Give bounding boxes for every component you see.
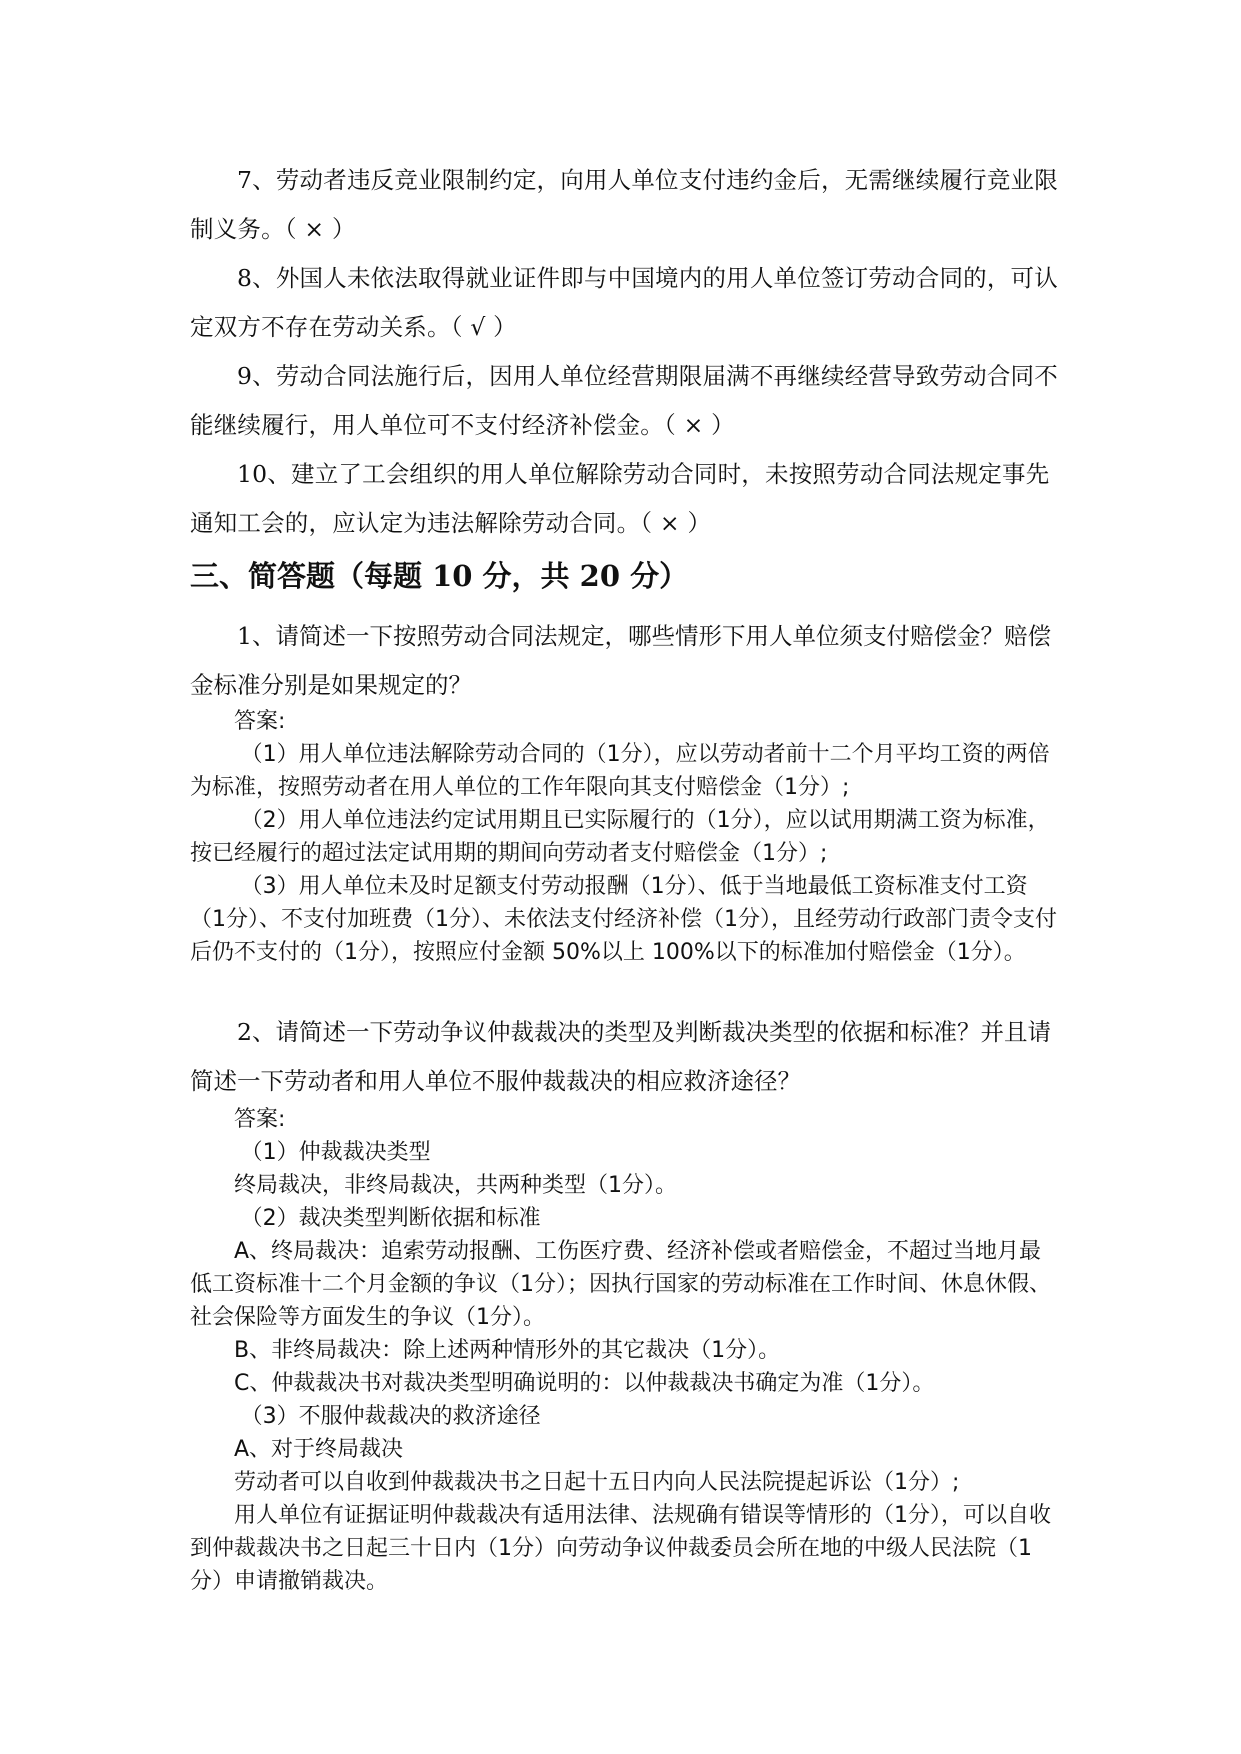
question-2: 2、请简述一下劳动争议仲裁裁决的类型及判断裁决类型的依据和标准？并且请简述一下劳动者和用人单位不服仲裁裁决的相应救济途径？ bbox=[190, 1018, 1051, 1095]
question-1: 1、请简述一下按照劳动合同法规定，哪些情形下用人单位须支付赔偿金？赔偿金标准分别是如果规定的？ bbox=[190, 622, 1051, 699]
answer-line: C、仲裁裁决书对裁决类型明确说明的：以仲裁裁决书确定为准（1分）。 bbox=[234, 1371, 935, 1396]
answer-label: 答案: bbox=[234, 1107, 286, 1132]
answer-line: B、非终局裁决：除上述两种情形外的其它裁决（1分）。 bbox=[234, 1338, 781, 1363]
answer-line: A、终局裁决：追索劳动报酬、工伤医疗费、经济补偿或者赔偿金，不超过当地月最低工资标准十二个月金额的争议（1分）；因执行国家的劳动标准在工作时间、休息休假、社会保险等方面发生的争议（1分）。 bbox=[190, 1239, 1052, 1330]
answer-label: 答案: bbox=[234, 709, 286, 734]
answer-line: （1）仲裁裁决类型 bbox=[240, 1140, 431, 1165]
judgement-item-7: 7、劳动者违反竞业限制约定，向用人单位支付违约金后，无需继续履行竞业限制义务。（ × ） bbox=[190, 166, 1058, 243]
judgement-item-8: 8、外国人未依法取得就业证件即与中国境内的用人单位签订劳动合同的，可认定双方不存在劳动关系。（ √ ） bbox=[190, 264, 1058, 341]
answer-line: 用人单位有证据证明仲裁裁决有适用法律、法规确有错误等情形的（1分），可以自收到仲裁裁决书之日起三十日内（1分）向劳动争议仲裁委员会所在地的中级人民法院（1分）申请撤销裁决。 bbox=[190, 1503, 1051, 1594]
judgement-item-9: 9、劳动合同法施行后，因用人单位经营期限届满不再继续经营导致劳动合同不能继续履行，用人单位可不支付经济补偿金。（ × ） bbox=[190, 362, 1058, 439]
answer-line: A、对于终局裁决 bbox=[234, 1437, 404, 1462]
answer-line: 劳动者可以自收到仲裁裁决书之日起十五日内向人民法院提起诉讼（1分）; bbox=[234, 1470, 960, 1495]
section-heading: 三、简答题（每题 10 分，共 20 分） bbox=[190, 559, 689, 593]
answer-line: （2）用人单位违法约定试用期且已实际履行的（1分），应以试用期满工资为标准，按已经履行的超过法定试用期的期间向劳动者支付赔偿金（1分）; bbox=[190, 808, 1050, 866]
judgement-item-10: 10、建立了工会组织的用人单位解除劳动合同时，未按照劳动合同法规定事先通知工会的，应认定为违法解除劳动合同。（ × ） bbox=[190, 460, 1050, 537]
answer-line: （3）不服仲裁裁决的救济途径 bbox=[240, 1404, 541, 1429]
answer-line: （2）裁决类型判断依据和标准 bbox=[240, 1206, 541, 1231]
answer-line: （3）用人单位未及时足额支付劳动报酬（1分）、低于当地最低工资标准支付工资（1分）、不支付加班费（1分）、未依法支付经济补偿（1分），且经劳动行政部门责令支付后仍不支付的（1分），按照应付金额 50%以上 100%以下的标准加付赔偿金（1分）。 bbox=[190, 874, 1057, 965]
answer-line: （1）用人单位违法解除劳动合同的（1分），应以劳动者前十二个月平均工资的两倍为标准，按照劳动者在用人单位的工作年限向其支付赔偿金（1分）; bbox=[190, 742, 1050, 800]
answer-line: 终局裁决，非终局裁决，共两种类型（1分）。 bbox=[234, 1173, 677, 1198]
